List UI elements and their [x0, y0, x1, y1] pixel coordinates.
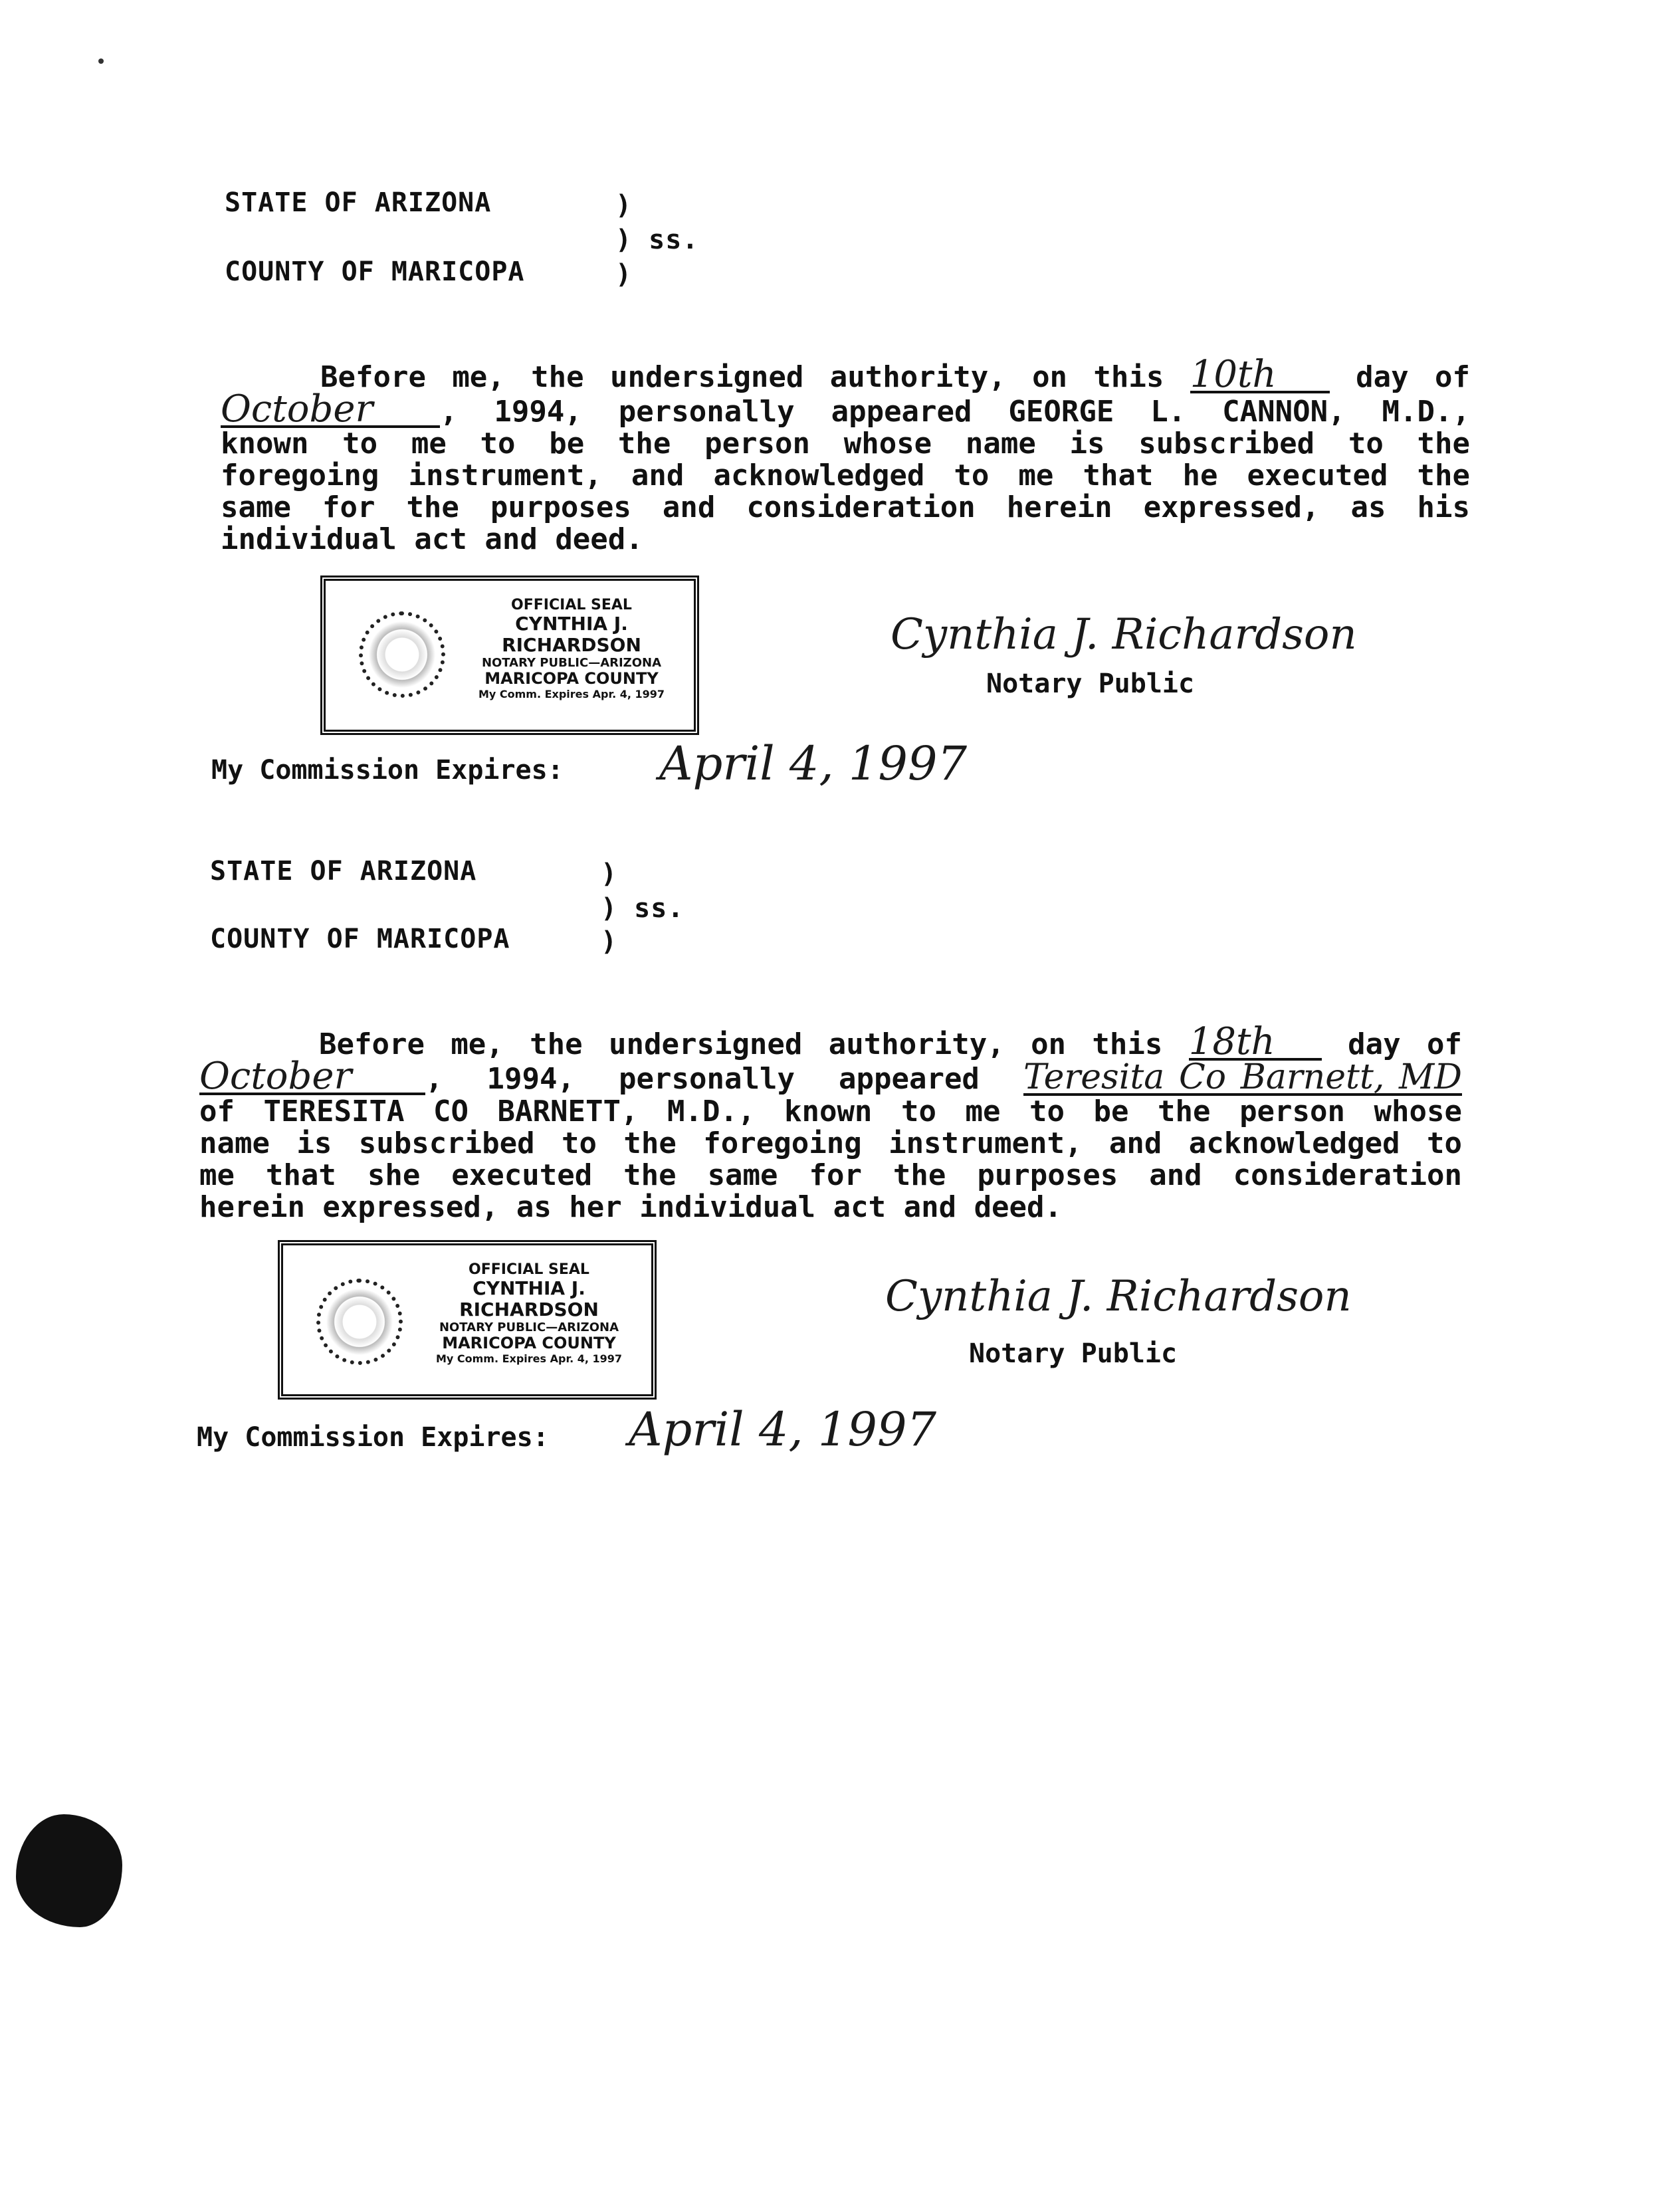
ack1-line-2	[221, 387, 1470, 431]
commission-expires-label-1: My Commission Expires:	[211, 755, 564, 786]
acknowledgment-1	[221, 353, 1471, 556]
commission-expires-label-2: My Commission Expires:	[197, 1422, 549, 1453]
commission-expires-value-2: April 4, 1997	[629, 1402, 937, 1457]
venue-ss-2: ) ss.	[601, 893, 684, 924]
ack2-line-5: me that she executed the same for the purposes and consideration	[199, 1158, 1462, 1192]
ack1-text-1a: Before me, the undersigned authority, on this	[320, 360, 1164, 394]
ack1-day-handwritten: 10th	[1190, 359, 1330, 393]
seal2-line-1: OFFICIAL SEAL	[469, 1261, 589, 1278]
ack2-line-4: name is subscribed to the foregoing instrument, and acknowledged to	[199, 1126, 1462, 1160]
venue-ss-1: ) ss.	[615, 225, 699, 255]
seal1-line-2: CYNTHIA J. RICHARDSON	[502, 613, 641, 657]
notary-seal-1	[320, 576, 699, 735]
notary-signature-2: Cynthia J. Richardson	[885, 1272, 1352, 1321]
seal1-text	[452, 597, 691, 700]
seal1-line-1: OFFICIAL SEAL	[511, 597, 632, 613]
ack1-line-5: same for the purposes and consideration herein expressed, as his	[221, 490, 1470, 524]
ack2-text-2: , 1994, personally appeared	[425, 1062, 980, 1096]
venue-county-2: COUNTY OF MARICOPA	[210, 924, 510, 954]
arizona-state-seal-icon	[316, 1279, 403, 1365]
venue-county-1: COUNTY OF MARICOPA	[225, 257, 525, 287]
ack2-line-3: of TERESITA CO BARNETT, M.D., known to me to be the person whose	[199, 1095, 1462, 1128]
ack2-line-6: herein expressed, as her individual act and deed.	[199, 1190, 1063, 1224]
seal2-line-5: My Comm. Expires Apr. 4, 1997	[435, 1352, 623, 1365]
seal2-line-4: MARICOPA COUNTY	[442, 1334, 616, 1353]
seal1-line-4: MARICOPA COUNTY	[484, 669, 659, 688]
venue-state-1: STATE OF ARIZONA	[225, 187, 492, 218]
seal1-line-3: NOTARY PUBLIC—ARIZONA	[481, 655, 662, 670]
venue-paren-1b: )	[615, 259, 633, 290]
ack2-text-1a: Before me, the undersigned authority, on this	[319, 1027, 1163, 1061]
venue-paren-2b: )	[601, 926, 618, 957]
ack2-day-handwritten: 18th	[1189, 1026, 1322, 1061]
notary-public-caption-2: Notary Public	[969, 1338, 1178, 1369]
ack1-line-3: known to me to be the person whose name is subscribed to the	[221, 427, 1470, 461]
seal1-line-5: My Comm. Expires Apr. 4, 1997	[478, 687, 665, 700]
venue-paren-1a: )	[615, 190, 633, 221]
ack1-text-2: , 1994, personally appeared GEORGE L. CANNON, M.D.,	[440, 395, 1470, 429]
ack2-month-handwritten: October	[199, 1061, 425, 1095]
venue-state-2: STATE OF ARIZONA	[210, 856, 477, 887]
commission-expires-value-1: April 4, 1997	[659, 736, 968, 791]
venue-paren-2a: )	[601, 859, 618, 889]
notary-public-caption-1: Notary Public	[986, 669, 1195, 699]
scan-speck	[98, 58, 104, 64]
ink-blot-artifact	[16, 1814, 122, 1927]
ack2-line-1	[199, 1020, 1463, 1063]
ack1-text-1b: day of	[1356, 360, 1471, 394]
ack2-line-2	[199, 1055, 1462, 1098]
ack1-line-6: individual act and deed.	[221, 522, 643, 556]
seal2-line-2: CYNTHIA J. RICHARDSON	[459, 1277, 599, 1321]
ack1-line-1	[221, 353, 1471, 396]
notary-seal-2	[278, 1240, 657, 1400]
ack2-text-1b: day of	[1348, 1027, 1463, 1061]
acknowledgment-2	[199, 1020, 1463, 1224]
seal2-text	[409, 1261, 649, 1365]
ack1-line-4: foregoing instrument, and acknowledged to me that he executed the	[221, 459, 1470, 492]
ack2-name-handwritten: Teresita Co Barnett, MD	[1023, 1057, 1462, 1097]
arizona-state-seal-icon	[359, 611, 445, 698]
seal2-line-3: NOTARY PUBLIC—ARIZONA	[439, 1320, 619, 1334]
ack1-month-handwritten: October	[221, 393, 440, 428]
notary-signature-1: Cynthia J. Richardson	[891, 610, 1357, 659]
